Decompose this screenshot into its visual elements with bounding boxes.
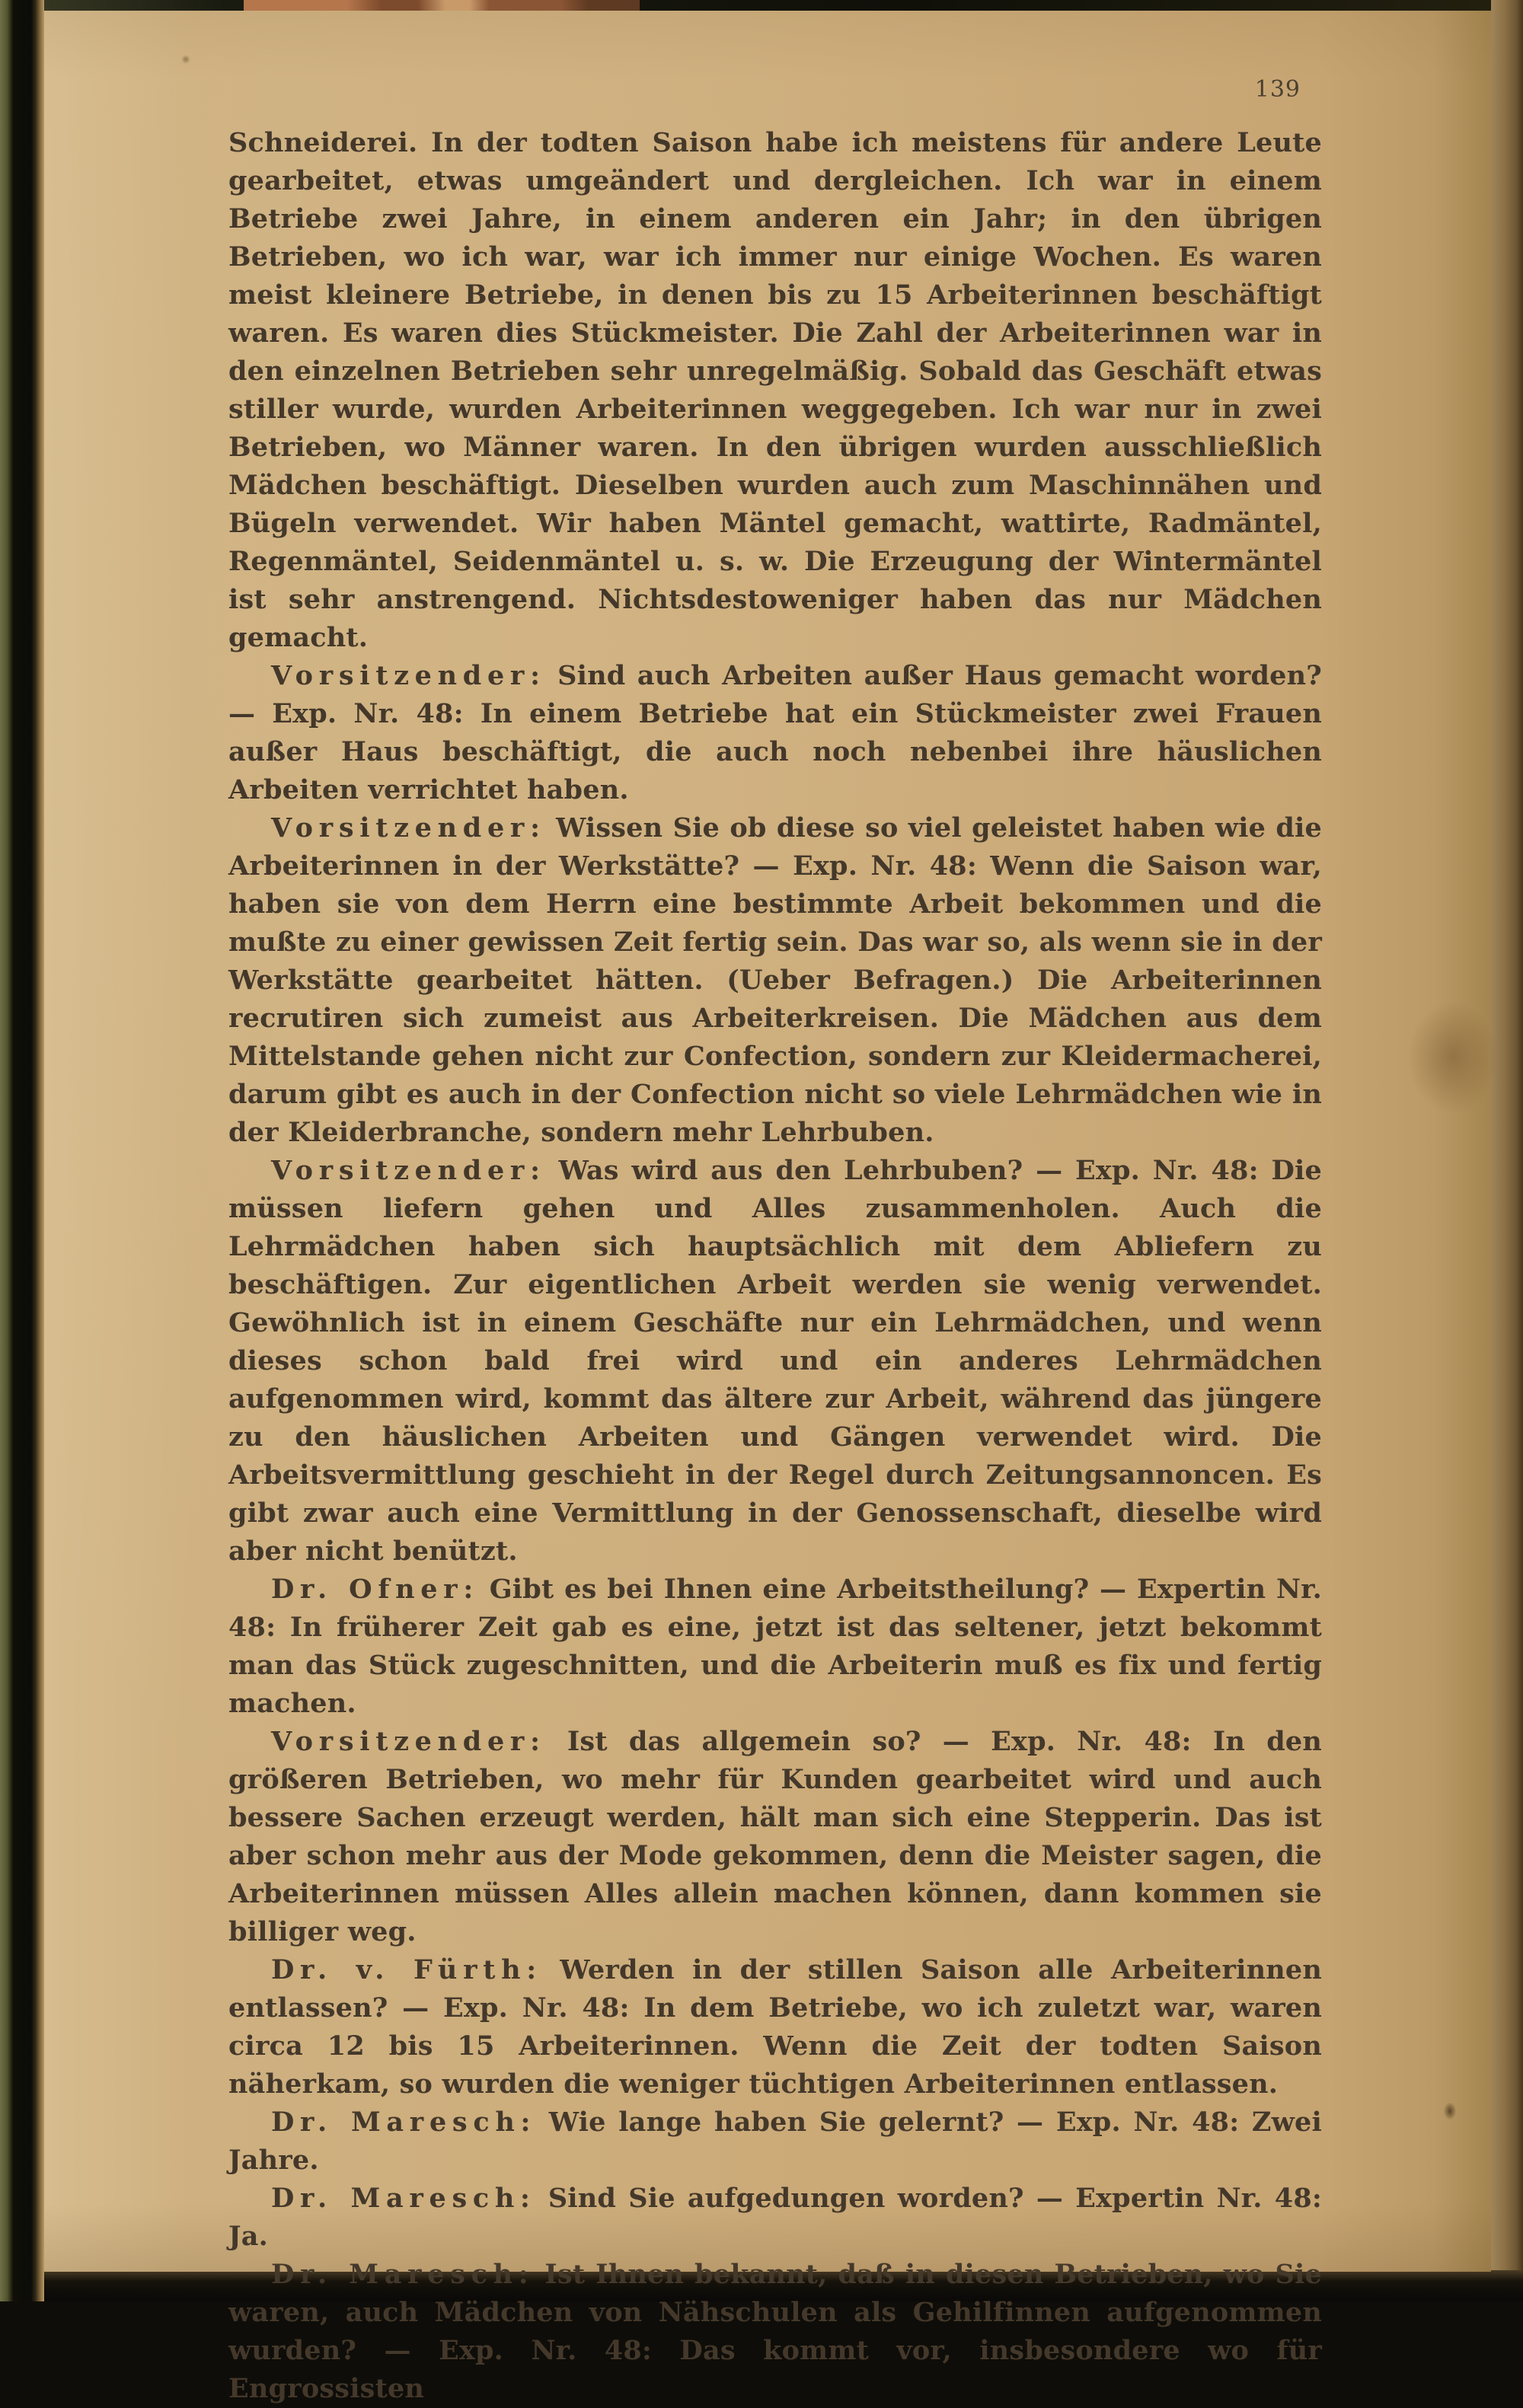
- paragraph: [228, 1723, 1322, 1951]
- paragraph: [228, 1951, 1322, 2103]
- speaker-name: Vorsitzender:: [271, 812, 546, 844]
- speech-text: Was wird aus den Lehrbuben? — Exp. Nr. 48: Die müssen liefern gehen und Alles zusammenholen. Auch die Lehrmädchen haben sich hauptsächlich mit dem Abliefern zu beschäftigen. Zur eigentlichen Arbeit werden sie wenig verwendet. Gewöhnlich ist in einem Geschäfte nur ein Lehrmädchen, und wenn dieses schon bald frei wird und ein anderes Lehrmädchen aufgenommen wird, kommt das ältere zur Arbeit, während das jüngere zu den häuslichen Arbeiten und Gängen verwendet wird. Die Arbeitsvermittlung geschieht in der Regel durch Zeitungsannoncen. Es gibt zwar auch eine Vermittlung in der Genossenschaft, dieselbe wird aber nicht benützt.: [228, 1155, 1322, 1567]
- paragraph: [228, 124, 1322, 657]
- speaker-name: Dr. Maresch:: [271, 2183, 536, 2214]
- page-text: [228, 124, 1322, 2408]
- paragraph: [228, 2256, 1322, 2408]
- speech-text: Wissen Sie ob diese so viel geleistet haben wie die Arbeiterinnen in der Werkstätte? — Exp. Nr. 48: Wenn die Saison war, haben sie von dem Herrn eine bestimmte Arbeit bekommen und die mußte zu einer gewissen Zeit fertig sein. Das war so, als wenn sie in der Werkstätte gearbeitet hätten. (Ueber Befragen.) Die Arbeiterinnen recrutiren sich zumeist aus Arbeiterkreisen. Die Mädchen aus dem Mittelstande gehen nicht zur Confection, sondern zur Kleidermacherei, darum gibt es auch in der Confection nicht so viele Lehrmädchen wie in der Kleiderbranche, sondern mehr Lehrbuben.: [228, 812, 1322, 1148]
- paragraph: [228, 2180, 1322, 2256]
- speech-text: Ist das allgemein so? — Exp. Nr. 48: In den größeren Betrieben, wo mehr für Kunden gearbeitet wird und auch bessere Sachen erzeugt werden, hält man sich eine Stepperin. Das ist aber schon mehr aus der Mode gekommen, denn die Meister sagen, die Arbeiterinnen müssen Alles allein machen können, dann kommen sie billiger weg.: [228, 1726, 1322, 1947]
- speaker-name: Dr. Maresch:: [271, 2107, 537, 2138]
- speaker-name: Vorsitzender:: [271, 660, 546, 691]
- speech-text: Sind Sie aufgedungen worden? — Expertin Nr. 48: Ja.: [228, 2183, 1322, 2252]
- speech-text: Wie lange haben Sie gelernt? — Exp. Nr. 48: Zwei Jahre.: [228, 2107, 1322, 2176]
- speaker-name: Vorsitzender:: [271, 1155, 546, 1186]
- paper-speck: [181, 55, 190, 64]
- speaker-name: Dr. Ofner:: [271, 1574, 479, 1605]
- paragraph: [228, 1152, 1322, 1571]
- paragraph: [228, 2103, 1322, 2180]
- page-number: 139: [1254, 76, 1301, 103]
- book-page: [44, 11, 1491, 2404]
- speech-text: Ist Ihnen bekannt, daß in diesen Betrieben, wo Sie waren, auch Mädchen von Nähschulen als Gehilfinnen aufgenommen wurden? — Exp. Nr. 48: Das kommt vor, insbesondere wo für Engrossisten: [228, 2259, 1322, 2404]
- page-stack-edge: [1491, 0, 1523, 2301]
- speech-text: Gibt es bei Ihnen eine Arbeitstheilung? — Expertin Nr. 48: In früherer Zeit gab es eine, jetzt ist das seltener, jetzt bekommt man das Stück zugeschnitten, und die Arbeiterin muß es fix und fertig machen.: [228, 1574, 1322, 1719]
- speech-text: Werden in der stillen Saison alle Arbeiterinnen entlassen? — Exp. Nr. 48: In dem Betriebe, wo ich zuletzt war, waren circa 12 bis 15 Arbeiterinnen. Wenn die Zeit der todten Saison näherkam, so wurden die weniger tüchtigen Arbeiterinnen entlassen.: [228, 1954, 1322, 2100]
- paragraph: [228, 809, 1322, 1152]
- speech-text: Schneiderei. In der todten Saison habe ich meistens für andere Leute gearbeitet, etwas umgeändert und dergleichen. Ich war in einem Betriebe zwei Jahre, in einem anderen ein Jahr; in den übrigen Betrieben, wo ich war, war ich immer nur einige Wochen. Es waren meist kleinere Betriebe, in denen bis zu 15 Arbeiterinnen beschäftigt waren. Es waren dies Stückmeister. Die Zahl der Arbeiterinnen war in den einzelnen Betrieben sehr unregelmäßig. Sobald das Geschäft etwas stiller wurde, wurden Arbeiterinnen weggegeben. Ich war nur in zwei Betrieben, wo Männer waren. In den übrigen wurden ausschließlich Mädchen beschäftigt. Dieselben wurden auch zum Maschinnähen und Bügeln verwendet. Wir haben Mäntel gemacht, wattirte, Radmäntel, Regenmäntel, Seidenmäntel u. s. w. Die Erzeugung der Wintermäntel ist sehr anstrengend. Nichtsdestoweniger haben das nur Mädchen gemacht.: [228, 127, 1322, 653]
- text-column: [228, 76, 1322, 2408]
- paragraph: [228, 1571, 1322, 1723]
- paper-stain: [1407, 1000, 1499, 1115]
- paragraph: [228, 657, 1322, 809]
- paper-speck: [1444, 2103, 1456, 2119]
- speech-text: Sind auch Arbeiten außer Haus gemacht worden? — Exp. Nr. 48: In einem Betriebe hat ein Stückmeister zwei Frauen außer Haus beschäftigt, die auch noch nebenbei ihre häuslichen Arbeiten verrichtet haben.: [228, 660, 1323, 805]
- speaker-name: Dr. v. Fürth:: [271, 1954, 542, 1985]
- speaker-name: Dr. Maresch:: [271, 2259, 535, 2290]
- speaker-name: Vorsitzender:: [271, 1726, 546, 1757]
- book-binding: [0, 0, 44, 2301]
